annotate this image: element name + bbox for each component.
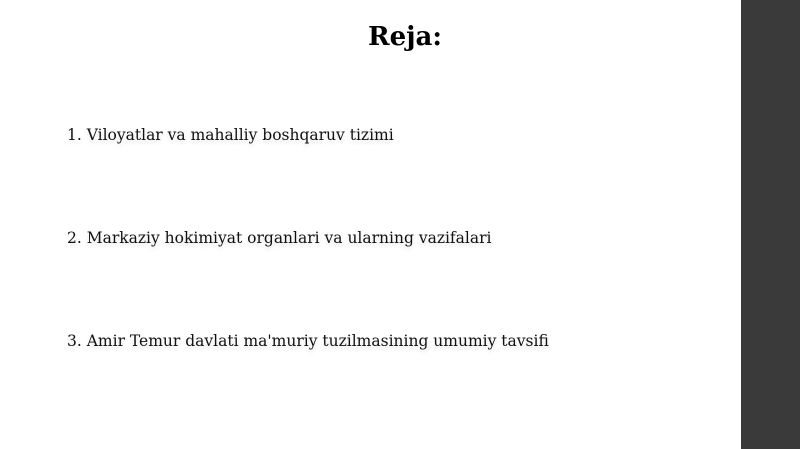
slide-title: Reja: [367,22,442,52]
side-panel [741,0,800,449]
plan-item-1: 1. Viloyatlar va mahalliy boshqaruv tizimi [67,126,394,144]
plan-item-2: 2. Markaziy hokimiyat organlari va ularning vazifalari [67,229,492,247]
plan-item-3: 3. Amir Temur davlati ma'muriy tuzilmasining umumiy tavsifi [67,332,549,350]
